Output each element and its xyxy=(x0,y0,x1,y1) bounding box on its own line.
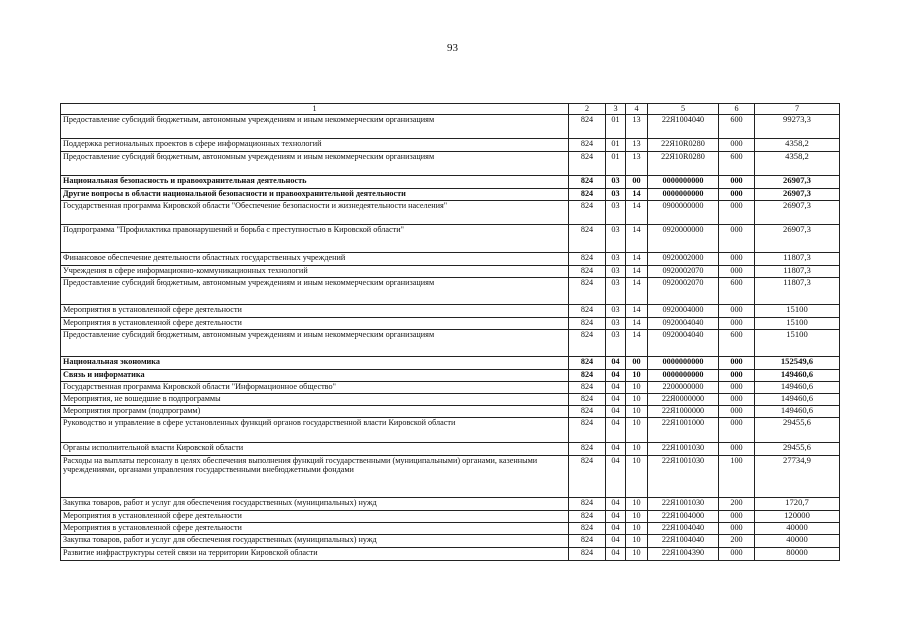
column-header: 6 xyxy=(719,104,755,115)
admin-code-cell: 824 xyxy=(569,523,606,535)
expense-type-cell: 000 xyxy=(719,253,755,266)
section-code-cell: 04 xyxy=(606,418,626,443)
amount-cell: 29455,6 xyxy=(755,418,840,443)
row-name-cell: Государственная программа Кировской области "Информационное общество" xyxy=(61,382,569,394)
table-row xyxy=(61,330,840,357)
target-code-cell: 22Я1004040 xyxy=(648,535,719,548)
expense-type-cell: 000 xyxy=(719,139,755,152)
row-name-cell: Связь и информатика xyxy=(61,370,569,382)
expense-type-cell: 000 xyxy=(719,201,755,225)
table-row xyxy=(61,370,840,382)
table-row xyxy=(61,305,840,318)
amount-cell: 4358,2 xyxy=(755,139,840,152)
admin-code-cell: 824 xyxy=(569,318,606,330)
section-code-cell: 03 xyxy=(606,278,626,305)
subsection-code-cell: 10 xyxy=(626,382,648,394)
row-name-cell: Другие вопросы в области национальной безопасности и правоохранительной деятельности xyxy=(61,189,569,201)
table-row xyxy=(61,443,840,456)
target-code-cell: 0000000000 xyxy=(648,370,719,382)
section-code-cell: 01 xyxy=(606,152,626,176)
amount-cell: 149460,6 xyxy=(755,394,840,406)
target-code-cell: 0920000000 xyxy=(648,225,719,253)
admin-code-cell: 824 xyxy=(569,189,606,201)
table-row xyxy=(61,382,840,394)
section-code-cell: 04 xyxy=(606,357,626,370)
row-name-cell: Учреждения в сфере информационно-коммуникационных технологий xyxy=(61,266,569,278)
table-row xyxy=(61,511,840,523)
amount-cell: 15100 xyxy=(755,318,840,330)
admin-code-cell: 824 xyxy=(569,382,606,394)
expense-type-cell: 200 xyxy=(719,498,755,511)
amount-cell: 26907,3 xyxy=(755,176,840,189)
amount-cell: 1720,7 xyxy=(755,498,840,511)
section-code-cell: 03 xyxy=(606,253,626,266)
amount-cell: 120000 xyxy=(755,511,840,523)
admin-code-cell: 824 xyxy=(569,266,606,278)
row-name-cell: Развитие инфраструктуры сетей связи на территории Кировской области xyxy=(61,548,569,561)
row-name-cell: Финансовое обеспечение деятельности областных государственных учреждений xyxy=(61,253,569,266)
subsection-code-cell: 10 xyxy=(626,498,648,511)
subsection-code-cell: 14 xyxy=(626,278,648,305)
admin-code-cell: 824 xyxy=(569,418,606,443)
expense-type-cell: 000 xyxy=(719,523,755,535)
table-row xyxy=(61,176,840,189)
section-code-cell: 03 xyxy=(606,189,626,201)
expense-type-cell: 000 xyxy=(719,394,755,406)
subsection-code-cell: 14 xyxy=(626,225,648,253)
target-code-cell: 22Я1000000 xyxy=(648,406,719,418)
table-row xyxy=(61,523,840,535)
subsection-code-cell: 10 xyxy=(626,523,648,535)
table-row xyxy=(61,152,840,176)
subsection-code-cell: 10 xyxy=(626,456,648,498)
section-code-cell: 04 xyxy=(606,498,626,511)
expense-type-cell: 200 xyxy=(719,535,755,548)
subsection-code-cell: 10 xyxy=(626,535,648,548)
target-code-cell: 22Я0000000 xyxy=(648,394,719,406)
expense-type-cell: 000 xyxy=(719,357,755,370)
expense-type-cell: 600 xyxy=(719,278,755,305)
table-row xyxy=(61,266,840,278)
section-code-cell: 04 xyxy=(606,382,626,394)
subsection-code-cell: 14 xyxy=(626,253,648,266)
admin-code-cell: 824 xyxy=(569,152,606,176)
budget-table xyxy=(60,103,840,561)
section-code-cell: 03 xyxy=(606,305,626,318)
expense-type-cell: 000 xyxy=(719,318,755,330)
table-row xyxy=(61,115,840,139)
target-code-cell: 22Я1004000 xyxy=(648,511,719,523)
target-code-cell: 0920002000 xyxy=(648,253,719,266)
target-code-cell: 22Я1001000 xyxy=(648,418,719,443)
expense-type-cell: 000 xyxy=(719,548,755,561)
target-code-cell: 0920004040 xyxy=(648,318,719,330)
target-code-cell: 0920002070 xyxy=(648,266,719,278)
table-row xyxy=(61,278,840,305)
section-code-cell: 03 xyxy=(606,266,626,278)
section-code-cell: 04 xyxy=(606,394,626,406)
expense-type-cell: 000 xyxy=(719,305,755,318)
amount-cell: 4358,2 xyxy=(755,152,840,176)
subsection-code-cell: 00 xyxy=(626,176,648,189)
row-name-cell: Закупка товаров, работ и услуг для обеспечения государственных (муниципальных) нужд xyxy=(61,535,569,548)
row-name-cell: Мероприятия в установленной сфере деятельности xyxy=(61,511,569,523)
row-name-cell: Предоставление субсидий бюджетным, автономным учреждениям и иным некоммерческим организациям xyxy=(61,330,569,357)
column-header: 5 xyxy=(648,104,719,115)
subsection-code-cell: 14 xyxy=(626,201,648,225)
admin-code-cell: 824 xyxy=(569,394,606,406)
amount-cell: 11807,3 xyxy=(755,253,840,266)
table-header-row xyxy=(61,104,840,115)
admin-code-cell: 824 xyxy=(569,357,606,370)
admin-code-cell: 824 xyxy=(569,443,606,456)
target-code-cell: 22Я10R0280 xyxy=(648,139,719,152)
subsection-code-cell: 14 xyxy=(626,266,648,278)
subsection-code-cell: 10 xyxy=(626,418,648,443)
row-name-cell: Предоставление субсидий бюджетным, автономным учреждениям и иным некоммерческим организациям xyxy=(61,115,569,139)
column-header: 3 xyxy=(606,104,626,115)
table-row xyxy=(61,394,840,406)
section-code-cell: 01 xyxy=(606,139,626,152)
page-number: 93 xyxy=(447,42,458,54)
row-name-cell: Расходы на выплаты персоналу в целях обеспечения выполнения функций государственными (муниципальными) органами, казенными учреждениями, органами управления государственными внебюджетными фондами xyxy=(61,456,569,498)
table-row xyxy=(61,201,840,225)
admin-code-cell: 824 xyxy=(569,305,606,318)
section-code-cell: 03 xyxy=(606,330,626,357)
section-code-cell: 04 xyxy=(606,456,626,498)
amount-cell: 26907,3 xyxy=(755,189,840,201)
amount-cell: 40000 xyxy=(755,523,840,535)
expense-type-cell: 600 xyxy=(719,330,755,357)
row-name-cell: Органы исполнительной власти Кировской области xyxy=(61,443,569,456)
amount-cell: 27734,9 xyxy=(755,456,840,498)
section-code-cell: 04 xyxy=(606,535,626,548)
row-name-cell: Поддержка региональных проектов в сфере информационных технологий xyxy=(61,139,569,152)
target-code-cell: 0000000000 xyxy=(648,189,719,201)
expense-type-cell: 000 xyxy=(719,370,755,382)
target-code-cell: 22Я10R0280 xyxy=(648,152,719,176)
section-code-cell: 04 xyxy=(606,548,626,561)
expense-type-cell: 000 xyxy=(719,266,755,278)
row-name-cell: Национальная безопасность и правоохранительная деятельность xyxy=(61,176,569,189)
table-row xyxy=(61,318,840,330)
target-code-cell: 22Я1001030 xyxy=(648,443,719,456)
amount-cell: 29455,6 xyxy=(755,443,840,456)
target-code-cell: 0000000000 xyxy=(648,357,719,370)
section-code-cell: 03 xyxy=(606,318,626,330)
target-code-cell: 22Я1004040 xyxy=(648,115,719,139)
expense-type-cell: 100 xyxy=(719,456,755,498)
row-name-cell: Мероприятия в установленной сфере деятельности xyxy=(61,305,569,318)
expense-type-cell: 000 xyxy=(719,382,755,394)
column-header: 7 xyxy=(755,104,840,115)
amount-cell: 26907,3 xyxy=(755,225,840,253)
admin-code-cell: 824 xyxy=(569,201,606,225)
subsection-code-cell: 13 xyxy=(626,152,648,176)
amount-cell: 15100 xyxy=(755,305,840,318)
row-name-cell: Мероприятия в установленной сфере деятельности xyxy=(61,318,569,330)
expense-type-cell: 600 xyxy=(719,115,755,139)
section-code-cell: 04 xyxy=(606,511,626,523)
amount-cell: 149460,6 xyxy=(755,406,840,418)
column-header: 1 xyxy=(61,104,569,115)
target-code-cell: 22Я1001030 xyxy=(648,498,719,511)
admin-code-cell: 824 xyxy=(569,456,606,498)
table-row xyxy=(61,253,840,266)
table-row xyxy=(61,357,840,370)
admin-code-cell: 824 xyxy=(569,330,606,357)
section-code-cell: 01 xyxy=(606,115,626,139)
target-code-cell: 0920002070 xyxy=(648,278,719,305)
admin-code-cell: 824 xyxy=(569,139,606,152)
table-row xyxy=(61,189,840,201)
amount-cell: 26907,3 xyxy=(755,201,840,225)
admin-code-cell: 824 xyxy=(569,278,606,305)
expense-type-cell: 000 xyxy=(719,225,755,253)
admin-code-cell: 824 xyxy=(569,225,606,253)
expense-type-cell: 000 xyxy=(719,511,755,523)
subsection-code-cell: 10 xyxy=(626,394,648,406)
target-code-cell: 0920004040 xyxy=(648,330,719,357)
column-header: 2 xyxy=(569,104,606,115)
admin-code-cell: 824 xyxy=(569,498,606,511)
section-code-cell: 04 xyxy=(606,523,626,535)
subsection-code-cell: 10 xyxy=(626,406,648,418)
section-code-cell: 04 xyxy=(606,370,626,382)
expense-type-cell: 600 xyxy=(719,152,755,176)
row-name-cell: Национальная экономика xyxy=(61,357,569,370)
subsection-code-cell: 10 xyxy=(626,548,648,561)
section-code-cell: 03 xyxy=(606,201,626,225)
admin-code-cell: 824 xyxy=(569,370,606,382)
subsection-code-cell: 10 xyxy=(626,370,648,382)
expense-type-cell: 000 xyxy=(719,406,755,418)
row-name-cell: Государственная программа Кировской области "Обеспечение безопасности и жизнедеятельности населения" xyxy=(61,201,569,225)
expense-type-cell: 000 xyxy=(719,176,755,189)
table-row xyxy=(61,139,840,152)
target-code-cell: 2200000000 xyxy=(648,382,719,394)
subsection-code-cell: 10 xyxy=(626,511,648,523)
table-row xyxy=(61,225,840,253)
subsection-code-cell: 14 xyxy=(626,330,648,357)
admin-code-cell: 824 xyxy=(569,535,606,548)
target-code-cell: 22Я1001030 xyxy=(648,456,719,498)
subsection-code-cell: 13 xyxy=(626,139,648,152)
row-name-cell: Мероприятия программ (подпрограмм) xyxy=(61,406,569,418)
table-row xyxy=(61,406,840,418)
expense-type-cell: 000 xyxy=(719,443,755,456)
target-code-cell: 22Я1004040 xyxy=(648,523,719,535)
admin-code-cell: 824 xyxy=(569,115,606,139)
subsection-code-cell: 13 xyxy=(626,115,648,139)
expense-type-cell: 000 xyxy=(719,418,755,443)
table-row xyxy=(61,548,840,561)
amount-cell: 40000 xyxy=(755,535,840,548)
subsection-code-cell: 14 xyxy=(626,318,648,330)
amount-cell: 152549,6 xyxy=(755,357,840,370)
table-row xyxy=(61,456,840,498)
table-row xyxy=(61,535,840,548)
admin-code-cell: 824 xyxy=(569,406,606,418)
section-code-cell: 04 xyxy=(606,406,626,418)
table-row xyxy=(61,498,840,511)
admin-code-cell: 824 xyxy=(569,253,606,266)
row-name-cell: Предоставление субсидий бюджетным, автономным учреждениям и иным некоммерческим организациям xyxy=(61,152,569,176)
subsection-code-cell: 00 xyxy=(626,357,648,370)
target-code-cell: 0920004000 xyxy=(648,305,719,318)
row-name-cell: Мероприятия в установленной сфере деятельности xyxy=(61,523,569,535)
subsection-code-cell: 14 xyxy=(626,305,648,318)
amount-cell: 80000 xyxy=(755,548,840,561)
section-code-cell: 04 xyxy=(606,443,626,456)
amount-cell: 149460,6 xyxy=(755,370,840,382)
table-row xyxy=(61,418,840,443)
expense-type-cell: 000 xyxy=(719,189,755,201)
target-code-cell: 0900000000 xyxy=(648,201,719,225)
section-code-cell: 03 xyxy=(606,225,626,253)
amount-cell: 149460,6 xyxy=(755,382,840,394)
column-header: 4 xyxy=(626,104,648,115)
row-name-cell: Руководство и управление в сфере установленных функций органов государственной власти Кировской области xyxy=(61,418,569,443)
admin-code-cell: 824 xyxy=(569,548,606,561)
section-code-cell: 03 xyxy=(606,176,626,189)
row-name-cell: Мероприятия, не вошедшие в подпрограммы xyxy=(61,394,569,406)
admin-code-cell: 824 xyxy=(569,511,606,523)
row-name-cell: Закупка товаров, работ и услуг для обеспечения государственных (муниципальных) нужд xyxy=(61,498,569,511)
amount-cell: 15100 xyxy=(755,330,840,357)
subsection-code-cell: 10 xyxy=(626,443,648,456)
amount-cell: 99273,3 xyxy=(755,115,840,139)
target-code-cell: 22Я1004390 xyxy=(648,548,719,561)
subsection-code-cell: 14 xyxy=(626,189,648,201)
amount-cell: 11807,3 xyxy=(755,266,840,278)
row-name-cell: Предоставление субсидий бюджетным, автономным учреждениям и иным некоммерческим организациям xyxy=(61,278,569,305)
admin-code-cell: 824 xyxy=(569,176,606,189)
target-code-cell: 0000000000 xyxy=(648,176,719,189)
amount-cell: 11807,3 xyxy=(755,278,840,305)
row-name-cell: Подпрограмма "Профилактика правонарушений и борьба с преступностью в Кировской области" xyxy=(61,225,569,253)
